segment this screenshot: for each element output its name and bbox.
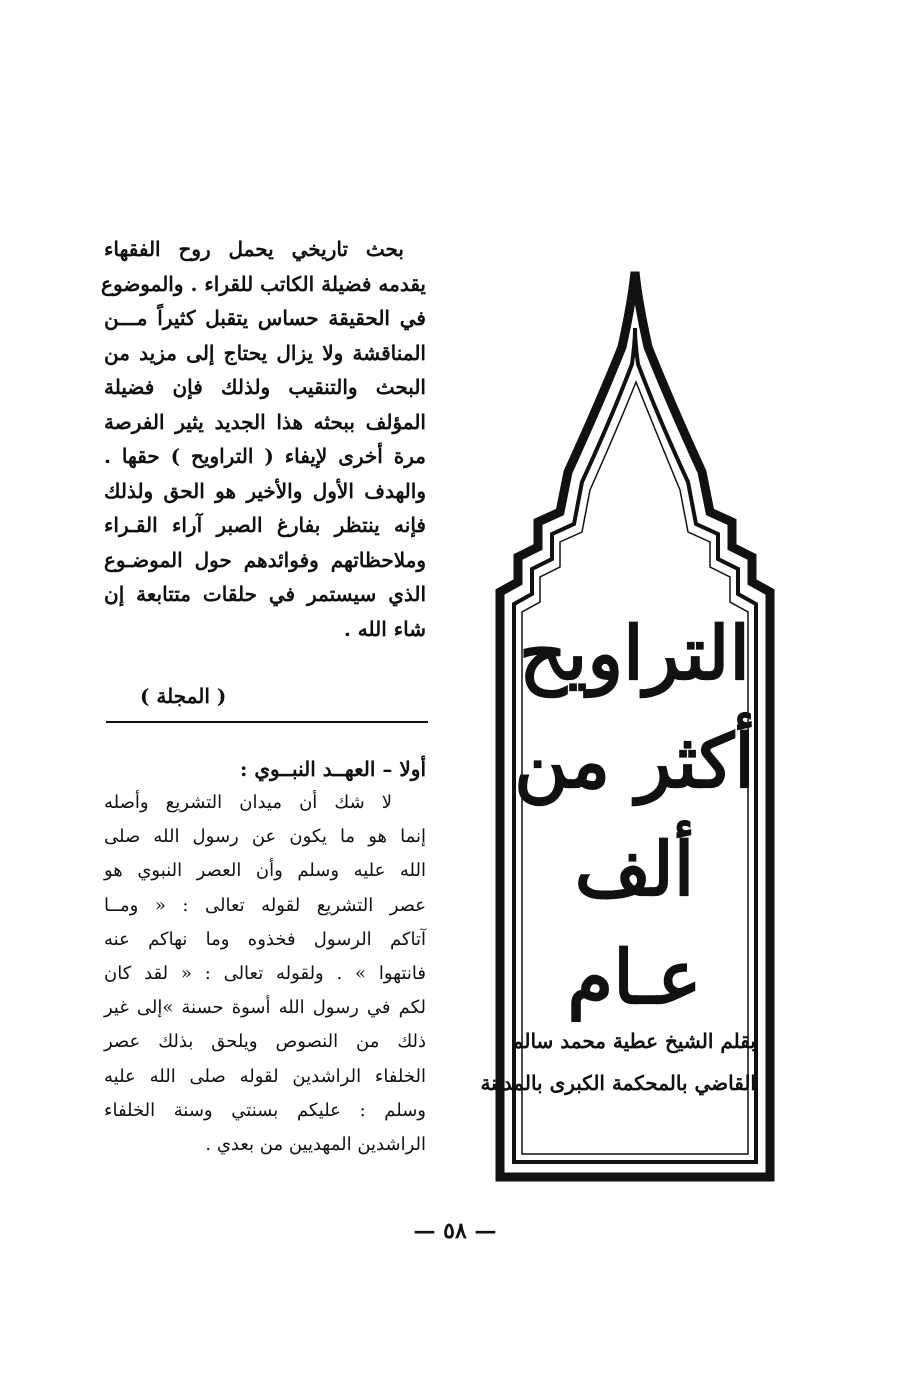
intro-line: المؤلف ببحثه هذا الجديد يثير الفرصة (104, 409, 426, 434)
title-line: التراويح (519, 611, 750, 697)
editor-signature: ( المجلة ) (140, 684, 227, 708)
body-line: الخلفاء الراشدين لقوله صلى الله عليه (104, 1065, 426, 1087)
section-heading: أولا – العهــد النبــوي : (239, 757, 426, 781)
intro-line: الذي سيستمر في حلقات متتابعة إن (104, 582, 426, 606)
body-line: فانتهوا » . ولقوله تعالى : « لقد كان (104, 963, 426, 985)
body-line: الراشدين المهديين من بعدي . (205, 1134, 426, 1156)
title-line: أكثر من (514, 719, 755, 805)
article-body (104, 752, 426, 1162)
body-line: وسلم : عليكم بسنتي وسنة الخلفاء (104, 1099, 426, 1121)
intro-line: المناقشة ولا يزال يحتاج إلى مزيد من (104, 340, 426, 365)
intro-line: والهدف الأول والأخير هو الحق ولذلك (104, 478, 426, 503)
intro-line: شاء الله . (343, 616, 426, 641)
article-title (512, 600, 757, 1032)
intro-line: مرة أخرى لإيفاء ( التراويح ) حقها . (104, 444, 426, 468)
page-number: — ٥٨ — (413, 1218, 497, 1244)
intro-line: فإنه ينتظر بفارغ الصبر آراء القـراء (104, 513, 426, 537)
body-line: لكم في رسول الله أسوة حسنة »إلى غير (104, 997, 426, 1019)
divider-rule (106, 721, 428, 723)
author-byline (480, 1020, 756, 1104)
body-line: الله عليه وسلم وأن العصر النبوي هو (104, 860, 426, 882)
intro-line: في الحقيقة حساس يتقبل كثيراً مـــن (104, 306, 426, 330)
intro-line: بحث تاريخي يحمل روح الفقهاء (104, 237, 404, 261)
body-line: لا شك أن ميدان التشريع وأصله (104, 792, 392, 813)
body-line: ذلك من النصوص ويلحق بذلك عصر (104, 1031, 426, 1053)
intro-line: البحث والتنقيب ولذلك فإن فضيلة (104, 375, 426, 399)
body-line: إنما هو ما يكون عن رسول الله صلى (104, 826, 426, 848)
author-line: القاضي بالمحكمة الكبرى بالمدينة (480, 1071, 756, 1095)
intro-line: يقدمه فضيلة الكاتب للقراء . والموضوع (101, 271, 426, 296)
title-line: ألف (574, 827, 695, 913)
body-line: عصر التشريع لقوله تعالى : « ومــا (104, 894, 426, 916)
intro-line: وملاحظاتهم وفوائدهم حول الموضـوع (104, 547, 426, 572)
title-line: عـام (567, 935, 702, 1021)
intro-paragraph (101, 232, 426, 646)
author-line: بقلم الشيخ عطية محمد سالم (511, 1029, 756, 1053)
body-line: آتاكم الرسول فخذوه وما نهاكم عنه (104, 928, 426, 950)
